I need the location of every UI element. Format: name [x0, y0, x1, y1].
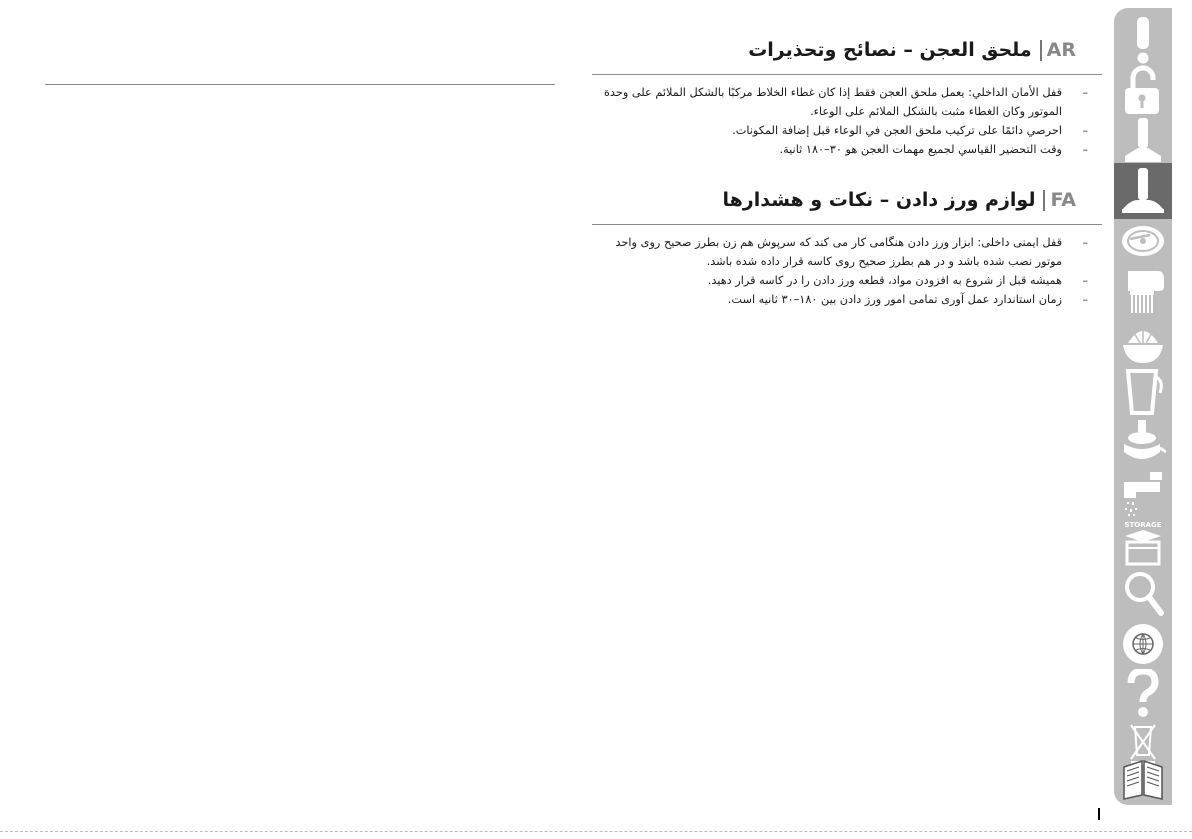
tab-blade[interactable] — [1114, 113, 1172, 169]
list-item: – احرصي دائمًا على تركيب ملحق العجن في الوعاء قبل إضافة المكونات. — [592, 121, 1094, 140]
kneading-tool-icon — [1120, 166, 1166, 216]
section-header-arabic — [592, 36, 1102, 64]
tab-blender[interactable] — [1114, 364, 1172, 420]
tab-juicer[interactable] — [1114, 415, 1172, 471]
citrus-press-icon — [1120, 317, 1166, 367]
section-title: ملحق العجن – نصائح وتحذيرات — [748, 39, 1032, 61]
exclamation-icon — [1123, 15, 1163, 65]
tab-storage[interactable] — [1114, 515, 1172, 571]
tab-kneading[interactable] — [1114, 163, 1172, 219]
list-item: – زمان استاندارد عمل آوری تمامی امور ورز دادن بین ۱۸۰–۳۰ ثانیه است. — [592, 290, 1094, 309]
bottom-dashed-line — [0, 831, 1192, 832]
section-header-farsi — [592, 186, 1102, 214]
tap-cleaning-icon — [1120, 468, 1166, 518]
language-code: FA — [1043, 190, 1076, 211]
list-item: – وقت التحضير القياسي لجميع مهمات العجن هو ٣٠–١٨٠ ثانية. — [592, 140, 1094, 159]
tab-troubleshooting[interactable] — [1114, 566, 1172, 622]
whisk-icon — [1120, 267, 1166, 317]
left-page-rule — [45, 84, 555, 85]
tab-guarantee[interactable] — [1114, 616, 1172, 672]
question-mark-icon — [1123, 669, 1163, 719]
svg-text:STORAGE: STORAGE — [1124, 521, 1162, 529]
tab-cleaning[interactable] — [1114, 465, 1172, 521]
section-title: لوازم ورز دادن – نکات و هشدارها — [722, 189, 1036, 211]
juicer-icon — [1120, 418, 1166, 468]
magnifier-icon — [1120, 569, 1166, 619]
list-item: – قفل ایمنی داخلی: ابزار ورز دادن هنگامی کار می کند که سرپوش هم زن بطرز صحیح روی واحد موتور نصب شده باشد و در هم بطرز صحیح روی کاسه قرار داده شده باشد. — [592, 233, 1094, 271]
tab-help[interactable] — [1114, 666, 1172, 722]
tab-whisk[interactable] — [1114, 264, 1172, 320]
blade-attachment-icon — [1121, 116, 1165, 166]
unlocked-padlock-icon — [1121, 64, 1165, 116]
section-farsi — [592, 186, 1102, 309]
list-item: – همیشه قبل از شروع به افزودن مواد، قطعه ورز دادن را در کاسه قرار دهید. — [592, 271, 1094, 290]
tab-citrus-press[interactable] — [1114, 314, 1172, 370]
tab-slicing-disc[interactable] — [1114, 213, 1172, 269]
page-marker — [1098, 808, 1100, 820]
chapter-tab-strip — [1114, 8, 1172, 805]
blender-jug-icon — [1120, 367, 1166, 417]
slicing-disc-icon — [1120, 221, 1166, 261]
tab-manual[interactable] — [1114, 750, 1172, 806]
list-item: – قفل الأمان الداخلي: يعمل ملحق العجن فقط إذا كان غطاء الخلاط مركبًا بالشكل الملائم على وحدة الموتور وكان الغطاء مثبت بالشكل الملائم على الوعاء. — [592, 83, 1094, 121]
tips-list — [592, 233, 1094, 309]
world-guarantee-icon — [1120, 619, 1166, 669]
section-divider — [592, 224, 1102, 225]
open-book-icon — [1120, 755, 1166, 801]
tab-safety-lock[interactable] — [1114, 62, 1172, 118]
tab-warnings[interactable] — [1114, 12, 1172, 68]
tips-list — [592, 83, 1094, 159]
section-divider — [592, 74, 1102, 75]
language-code: AR — [1040, 40, 1076, 61]
section-arabic — [592, 36, 1102, 159]
storage-box-icon — [1119, 518, 1167, 568]
